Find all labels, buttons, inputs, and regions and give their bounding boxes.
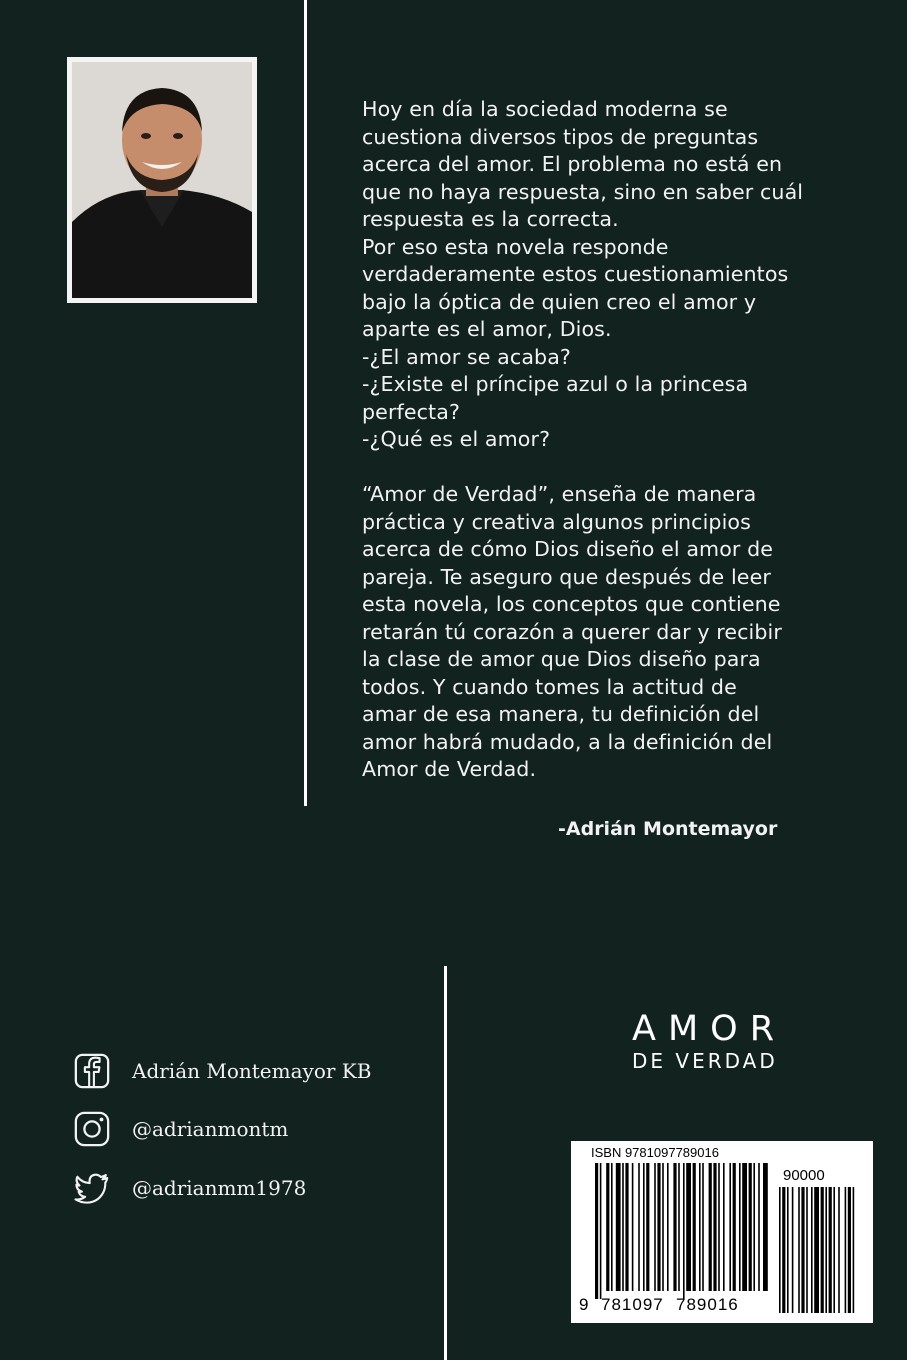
addon-bar <box>829 1187 832 1313</box>
barcode-bar <box>733 1163 736 1291</box>
text-line: retarán tú corazón a querer dar y recibir <box>362 619 782 644</box>
twitter-handle: @adrianmm1978 <box>132 1176 307 1200</box>
back-cover-description <box>362 96 862 784</box>
logo-sub-text: DE VERDAD <box>632 1049 778 1073</box>
addon-bar <box>792 1187 794 1313</box>
text-line: perfecta? <box>362 399 460 424</box>
barcode-right-group: 789016 <box>676 1295 739 1314</box>
isbn-barcode <box>571 1141 873 1323</box>
paragraph-gap <box>362 454 862 482</box>
barcode-first-digit: 9 <box>579 1295 589 1314</box>
text-line: amor habrá mudado, a la definición del <box>362 729 773 754</box>
addon-bar <box>811 1187 813 1313</box>
text-line: amar de esa manera, tu definición del <box>362 702 760 726</box>
barcode-bar <box>643 1163 645 1291</box>
barcode-bar <box>763 1163 768 1291</box>
barcode-bar <box>600 1163 602 1299</box>
barcode-bar <box>595 1163 598 1299</box>
addon-bar <box>821 1187 824 1313</box>
barcode-bar <box>654 1163 656 1291</box>
text-line: todos. Y cuando tomes la actitud de <box>362 674 737 699</box>
addon-bar <box>801 1187 804 1313</box>
barcode-bar <box>678 1163 680 1291</box>
barcode-bar <box>632 1163 634 1291</box>
barcode-left-group: 781097 <box>601 1295 664 1314</box>
book-title-logo <box>632 1009 812 1073</box>
text-line: práctica y creativa algunos principios <box>362 509 751 534</box>
text-line: Amor de Verdad. <box>362 757 537 781</box>
barcode-bar <box>622 1163 624 1291</box>
addon-bar <box>838 1187 840 1313</box>
description-paragraph-1 <box>362 96 862 454</box>
barcode-bar <box>673 1163 676 1291</box>
instagram-handle: @adrianmontm <box>132 1117 289 1141</box>
text-line: aparte es el amor, Dios. <box>362 317 612 341</box>
vertical-rule-bottom <box>444 966 447 1360</box>
text-line: respuesta es la correcta. <box>362 207 619 231</box>
isbn-label: ISBN 9781097789016 <box>591 1145 719 1160</box>
addon-bar <box>782 1187 785 1313</box>
text-line: acerca del amor. El problema no está en <box>362 152 783 176</box>
text-line: -¿Existe el príncipe azul o la princesa <box>362 372 749 396</box>
text-line: “Amor de Verdad”, enseña de manera <box>362 482 757 506</box>
addon-bar <box>779 1187 781 1313</box>
facebook-handle: Adrián Montemayor KB <box>132 1059 372 1083</box>
social-facebook <box>72 1051 371 1091</box>
barcode-bar <box>749 1163 752 1291</box>
barcode-bar <box>742 1163 747 1291</box>
addon-bar <box>845 1187 847 1313</box>
addon-bar <box>833 1187 835 1313</box>
barcode-bar <box>667 1163 669 1291</box>
addon-bar <box>798 1187 800 1313</box>
addon-bar <box>806 1187 808 1313</box>
description-paragraph-2 <box>362 481 862 784</box>
barcode-bar <box>606 1163 609 1291</box>
text-line: acerca de cómo Dios diseño el amor de <box>362 537 774 561</box>
text-line: -¿El amor se acaba? <box>362 344 571 369</box>
addon-bar <box>853 1187 855 1313</box>
barcode-bar <box>699 1163 701 1291</box>
addon-bar <box>848 1187 851 1313</box>
barcode-bar <box>739 1163 741 1291</box>
text-line: -¿Qué es el amor? <box>362 427 551 451</box>
barcode-bar <box>723 1163 725 1291</box>
barcode-bar <box>758 1163 760 1291</box>
instagram-icon <box>72 1109 112 1149</box>
barcode-bar <box>611 1163 613 1291</box>
barcode-bar <box>616 1163 621 1291</box>
addon-bar <box>825 1187 827 1313</box>
barcode-bar <box>686 1163 691 1291</box>
barcode-bar <box>753 1163 755 1291</box>
social-twitter <box>72 1168 306 1208</box>
barcode-bar <box>683 1163 685 1299</box>
barcode-bar <box>713 1163 716 1291</box>
barcode-bar <box>709 1163 712 1291</box>
barcode-bar <box>657 1163 660 1291</box>
text-line: la clase de amor que Dios diseño para <box>362 647 761 671</box>
barcode-bar <box>729 1163 731 1291</box>
barcode-bar <box>638 1163 640 1291</box>
vertical-rule-top <box>304 0 307 806</box>
addon-bar <box>787 1187 789 1313</box>
text-line: Hoy en día la sociedad moderna se <box>362 97 728 121</box>
author-photo <box>67 57 257 303</box>
text-line: bajo la óptica de quien creo el amor y <box>362 289 757 314</box>
text-line: Por eso esta novela responde <box>362 234 669 259</box>
text-line: cuestiona diversos tipos de preguntas <box>362 124 759 149</box>
text-line: verdaderamente estos cuestionamientos <box>362 262 789 286</box>
facebook-icon <box>72 1051 112 1091</box>
logo-main-text: AMOR <box>632 1009 787 1049</box>
social-instagram <box>72 1109 288 1149</box>
addon-bar <box>814 1187 819 1313</box>
text-line: pareja. Te aseguro que después de leer <box>362 564 771 589</box>
price-addon-code: 90000 <box>783 1167 825 1184</box>
text-line: que no haya respuesta, sino en saber cuál <box>362 179 804 204</box>
author-portrait-illustration <box>72 62 252 298</box>
barcode-bar <box>646 1163 649 1291</box>
barcode-bar <box>662 1163 664 1291</box>
barcode-bar <box>625 1163 628 1291</box>
text-line: esta novela, los conceptos que contiene <box>362 592 781 616</box>
author-signature: -Adrián Montemayor <box>558 818 778 840</box>
twitter-icon <box>72 1168 112 1208</box>
barcode-bar <box>702 1163 704 1291</box>
author-photo-image <box>72 62 252 298</box>
barcode-bar <box>693 1163 696 1291</box>
barcode-bar <box>718 1163 720 1291</box>
